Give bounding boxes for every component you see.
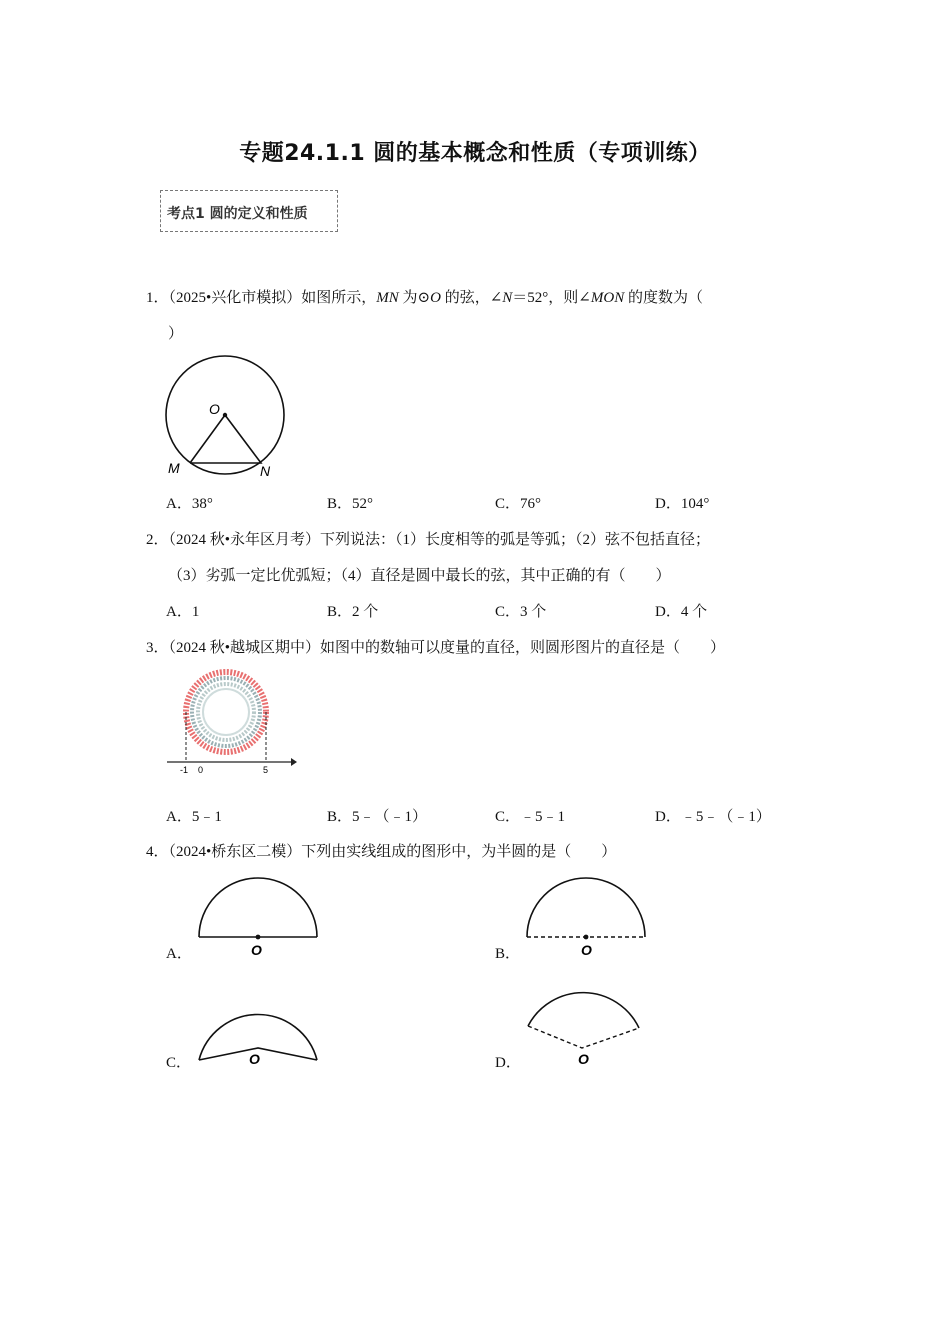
question-text: （2024•桥东区二模）下列由实线组成的图形中，为半圆的是（ ） — [168, 844, 617, 860]
triangle-mon — [190, 415, 261, 463]
var-o: O — [430, 290, 441, 306]
label-o: O — [581, 942, 592, 958]
radii-dashed — [528, 1026, 639, 1048]
question-number: 3． — [146, 640, 169, 656]
q2-option-a[interactable]: A．1 — [166, 604, 200, 620]
q4-figure-d — [523, 982, 653, 1072]
center-dot — [223, 413, 227, 417]
q1-option-c[interactable]: C．76° — [495, 496, 542, 512]
q3-option-a[interactable]: A．5﹣1 — [166, 809, 222, 825]
q1-option-b[interactable]: B．52° — [327, 496, 374, 512]
ring-4 — [203, 689, 249, 735]
question-1 — [146, 288, 703, 308]
q4-option-a[interactable]: A． — [166, 946, 192, 962]
q3-number-line-figure — [165, 666, 300, 776]
var-mon: MON — [590, 290, 625, 306]
q4-option-d[interactable]: D． — [495, 1055, 521, 1071]
arc — [527, 878, 645, 937]
text: ＝52°，则∠ — [512, 290, 591, 306]
tick-5: 5 — [263, 765, 269, 775]
label-o: O — [578, 1051, 589, 1067]
q1-option-d[interactable]: D．104° — [655, 496, 710, 512]
text: 的度数为（ — [624, 290, 703, 306]
var-n: N — [502, 290, 513, 306]
q2-option-b[interactable]: B．2 个 — [327, 604, 379, 620]
label-o: O — [209, 401, 220, 417]
tick-0: 0 — [198, 765, 204, 775]
q3-option-b[interactable]: B．5﹣（﹣1） — [327, 809, 428, 825]
label-o: O — [249, 1051, 260, 1067]
axis-arrow — [291, 758, 297, 766]
question-2-line2: （3）劣弧一定比优弧短；（4）直径是圆中最长的弦，其中正确的有（ ） — [168, 568, 671, 584]
q2-option-d[interactable]: D．4 个 — [655, 604, 708, 620]
ring-3 — [198, 684, 254, 740]
question-text: （2024 秋•永年区月考）下列说法：（1）长度相等的弧是等弧；（2）弦不包括直径； — [168, 532, 711, 548]
arc — [528, 993, 639, 1028]
tick-neg1: -1 — [180, 765, 189, 775]
text: 的弦，∠ — [440, 290, 503, 306]
center-dot — [584, 935, 589, 940]
q1-option-a[interactable]: A．38° — [166, 496, 213, 512]
question-1-close: ） — [168, 326, 184, 342]
label-o: O — [251, 942, 262, 958]
question-source: （2025•兴化市模拟）如图所示， — [168, 290, 377, 306]
q3-option-d[interactable]: D．﹣5﹣（﹣1） — [655, 809, 771, 825]
q4-figure-b — [523, 874, 653, 959]
var-mn: MN — [376, 290, 399, 306]
q4-figure-c — [195, 990, 325, 1070]
label-m: M — [168, 460, 180, 476]
q2-option-c[interactable]: C．3 个 — [495, 604, 547, 620]
question-4 — [146, 842, 616, 862]
section-label: 考点1 圆的定义和性质 — [167, 206, 308, 222]
q1-circle-figure — [160, 350, 300, 485]
q3-option-c[interactable]: C．﹣5﹣1 — [495, 809, 566, 825]
question-text: （2024 秋•越城区期中）如图中的数轴可以度量的直径，则圆形图片的直径是（ ） — [168, 640, 726, 656]
question-number: 1． — [146, 290, 169, 306]
center-dot — [256, 935, 261, 940]
q4-option-b[interactable]: B． — [495, 946, 521, 962]
q4-figure-a — [195, 874, 325, 959]
label-n: N — [260, 463, 271, 479]
page-title: 专题24.1.1 圆的基本概念和性质（专项训练） — [239, 141, 711, 166]
arc — [199, 878, 317, 937]
question-3 — [146, 638, 725, 658]
question-number: 2． — [146, 532, 169, 548]
question-number: 4． — [146, 844, 169, 860]
text: 为⊙ — [398, 290, 431, 306]
q4-option-c[interactable]: C． — [166, 1055, 192, 1071]
question-2 — [146, 530, 710, 550]
